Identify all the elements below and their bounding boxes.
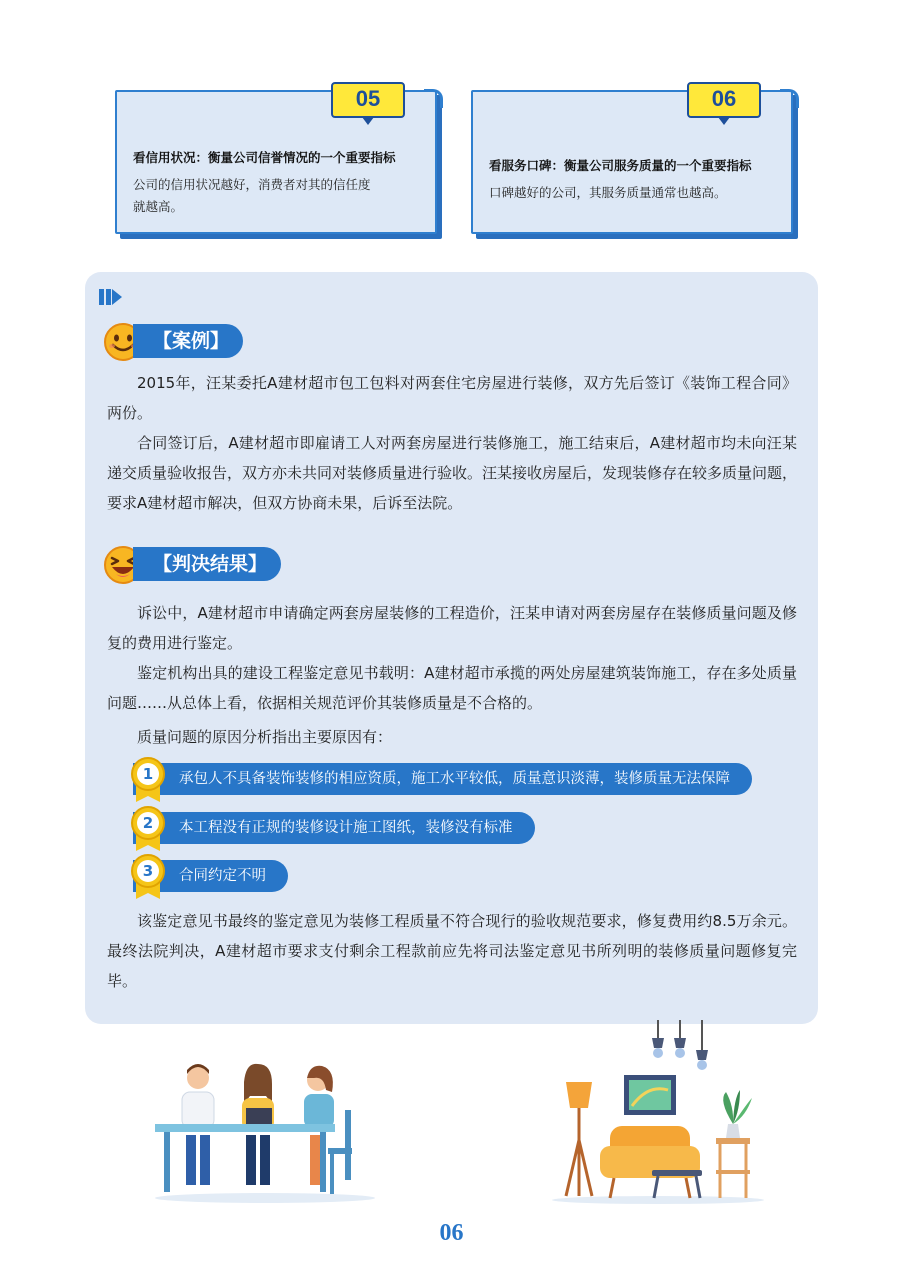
card-body-line: 口碑越好的公司，其服务质量通常也越高。 — [489, 185, 727, 200]
reason-number-3: 3 — [142, 862, 154, 880]
card-title: 看信用状况：衡量公司信誉情况的一个重要指标 — [133, 150, 396, 165]
card-corner-decoration — [424, 89, 443, 108]
verdict-paragraph-3: 质量问题的原因分析指出主要原因有： — [137, 728, 393, 746]
verdict-heading-label: 【判决结果】 — [133, 547, 281, 581]
verdict-paragraph-2: 鉴定机构出具的建设工程鉴定意见书载明：A建材超市承揽的两处房屋建筑装饰施工，存在多处质量问题……从总体上看，依据相关规范评价其装修质量是不合格的。 — [107, 664, 797, 712]
play-marker-icon — [99, 287, 125, 307]
case-heading-label: 【案例】 — [133, 324, 243, 358]
verdict-heading — [103, 547, 333, 581]
card-body-line: 公司的信用状况越好，消费者对其的信任度 — [133, 177, 371, 192]
card-number-tag: 06 — [687, 82, 761, 118]
case-paragraph-2: 合同签订后，A建材超市即雇请工人对两套房屋进行装修施工，施工结束后，A建材超市均未向汪某递交质量验收报告，双方亦未共同对装修质量进行验收。汪某接收房屋后，发现装修存在较多质量问题，要求A建材超市解决，但双方协商未果，后诉至法院。 — [107, 434, 798, 512]
living-room-illustration — [548, 1020, 768, 1205]
case-paragraph-1: 2015年，汪某委托A建材超市包工包料对两套住宅房屋进行装修，双方先后签订《装饰工程合同》两份。 — [107, 374, 797, 422]
case-heading — [103, 324, 303, 358]
page-number: 06 — [439, 1220, 464, 1246]
tip-card-05 — [115, 86, 437, 234]
card-corner-decoration — [780, 89, 799, 108]
case-panel — [85, 272, 818, 1024]
reason-item-3: 合同约定不明 — [133, 860, 288, 892]
reason-number-1: 1 — [142, 765, 154, 783]
card-body-line: 就越高。 — [133, 199, 184, 214]
verdict-conclusion: 该鉴定意见书最终的鉴定意见为装修工程质量不符合现行的验收规范要求，修复费用约8.5万余元。最终法院判决，A建材超市要求支付剩余工程款前应先将司法鉴定意见书所列明的装修质量问题修复完毕。 — [107, 912, 797, 990]
reason-item-1: 承包人不具备装饰装修的相应资质，施工水平较低，质量意识淡薄，装修质量无法保障 — [133, 763, 752, 795]
card-title: 看服务口碑：衡量公司服务质量的一个重要指标 — [489, 158, 752, 173]
reason-number-2: 2 — [142, 814, 154, 832]
card-number-tag: 05 — [331, 82, 405, 118]
verdict-paragraph-1: 诉讼中，A建材超市申请确定两套房屋装修的工程造价，汪某申请对两套房屋存在装修质量问题及修复的费用进行鉴定。 — [107, 604, 797, 652]
reason-item-2: 本工程没有正规的装修设计施工图纸，装修没有标准 — [133, 812, 535, 844]
tip-card-06 — [471, 86, 793, 234]
meeting-people-illustration — [150, 1060, 380, 1205]
